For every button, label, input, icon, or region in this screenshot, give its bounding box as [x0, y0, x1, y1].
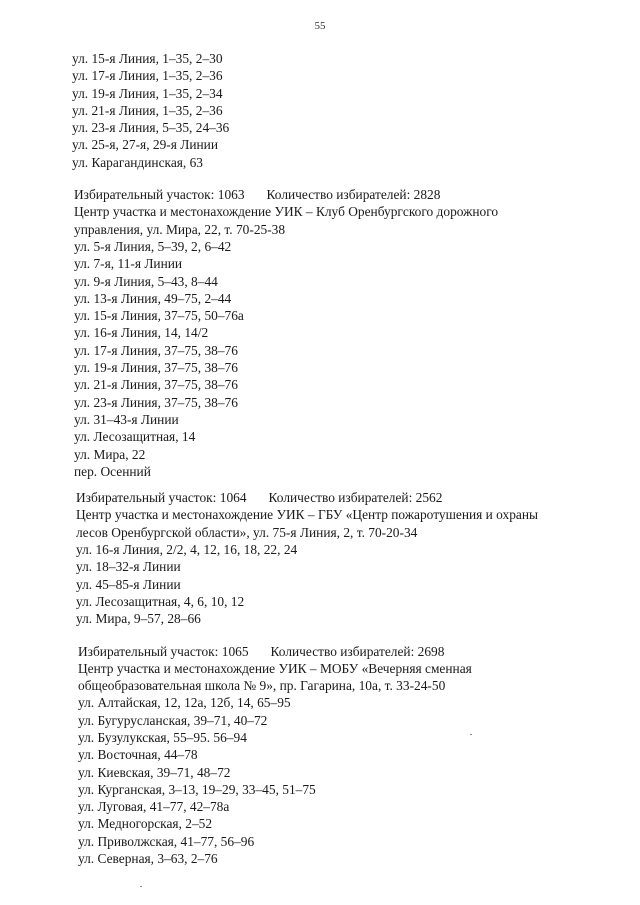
- street-line: ул. Мира, 22: [74, 446, 146, 462]
- street-line: ул. Лесозащитная, 4, 6, 10, 12: [76, 593, 245, 609]
- street-line: ул. 25-я, 27-я, 29-я Линии: [72, 137, 218, 153]
- street-line: ул. Алтайская, 12, 12а, 12б, 14, 65–95: [78, 695, 291, 711]
- district-section-1064: [72, 489, 620, 627]
- street-line: ул. 13-я Линия, 49–75, 2–44: [74, 290, 232, 306]
- street-line: ул. Приволжская, 41–77, 56–96: [78, 833, 255, 849]
- district-header: [74, 186, 620, 203]
- street-line: ул. Северная, 3–63, 2–76: [78, 851, 218, 867]
- district-section-1063: [72, 186, 620, 480]
- street-line: ул. 15-я Линия, 37–75, 50–76а: [74, 308, 244, 324]
- street-line: ул. Восточная, 44–78: [78, 747, 198, 763]
- district-number: Избирательный участок: 1064: [76, 490, 247, 506]
- document-body: [72, 50, 620, 867]
- street-line: ул. 21-я Линия, 1–35, 2–36: [72, 102, 223, 118]
- street-line: ул. 7-я, 11-я Линии: [74, 256, 183, 272]
- scan-speck: [470, 734, 472, 735]
- street-line: ул. 17-я Линия, 1–35, 2–36: [72, 68, 223, 84]
- street-line: ул. Бузулукская, 55–95. 56–94: [78, 729, 247, 745]
- street-line: ул. 16-я Линия, 14, 14/2: [74, 325, 209, 341]
- street-line: ул. Курганская, 3–13, 19–29, 33–45, 51–75: [78, 781, 316, 797]
- street-line: ул. 31–43-я Линии: [74, 411, 179, 427]
- street-line: ул. 23-я Линия, 37–75, 38–76: [74, 394, 238, 410]
- center-location: Центр участка и местонахождение УИК – ГБУ «Центр пожаротушения и охраны: [76, 507, 539, 523]
- continued-street-list: [72, 50, 620, 171]
- street-line: ул. Медногорская, 2–52: [78, 816, 213, 832]
- district-header: [76, 489, 620, 506]
- street-line: ул. 16-я Линия, 2/2, 4, 12, 16, 18, 22, 24: [76, 542, 298, 558]
- voter-count: Количество избирателей: 2562: [268, 490, 443, 506]
- page-number: 55: [314, 20, 326, 32]
- voter-count: Количество избирателей: 2698: [270, 643, 445, 659]
- street-line: ул. Лесозащитная, 14: [74, 429, 196, 445]
- street-line: ул. 5-я Линия, 5–39, 2, 6–42: [74, 238, 232, 254]
- street-line: ул. 17-я Линия, 37–75, 38–76: [74, 342, 238, 358]
- center-location: общеобразовательная школа № 9», пр. Гагарина, 10а, т. 33-24-50: [78, 678, 446, 694]
- scan-speck: [140, 886, 142, 887]
- center-location: Центр участка и местонахождение УИК – МОБУ «Вечерняя сменная: [78, 660, 472, 676]
- street-line: ул. 15-я Линия, 1–35, 2–30: [72, 51, 223, 66]
- district-header: [78, 643, 620, 660]
- district-number: Избирательный участок: 1065: [78, 643, 249, 659]
- street-line: ул. 9-я Линия, 5–43, 8–44: [74, 273, 218, 289]
- voter-count: Количество избирателей: 2828: [266, 187, 441, 203]
- street-line: ул. Карагандинская, 63: [72, 154, 204, 170]
- street-line: ул. 23-я Линия, 5–35, 24–36: [72, 120, 230, 136]
- street-line: ул. Мира, 9–57, 28–66: [76, 611, 201, 627]
- street-line: ул. 19-я Линия, 1–35, 2–34: [72, 85, 223, 101]
- district-number: Избирательный участок: 1063: [74, 187, 245, 203]
- street-line: ул. 21-я Линия, 37–75, 38–76: [74, 377, 238, 393]
- center-location: Центр участка и местонахождение УИК – Клуб Оренбургского дорожного: [74, 204, 499, 220]
- center-location: управления, ул. Мира, 22, т. 70-25-38: [74, 221, 286, 237]
- district-section-1065: [72, 643, 620, 868]
- street-line: ул. 45–85-я Линии: [76, 576, 181, 592]
- street-line: ул. 19-я Линия, 37–75, 38–76: [74, 360, 238, 376]
- street-line: ул. Киевская, 39–71, 48–72: [78, 764, 231, 780]
- street-line: ул. Бугурусланская, 39–71, 40–72: [78, 712, 268, 728]
- street-line: пер. Осенний: [74, 463, 151, 479]
- street-line: ул. 18–32-я Линии: [76, 559, 181, 575]
- street-line: ул. Луговая, 41–77, 42–78а: [78, 799, 230, 815]
- center-location: лесов Оренбургской области», ул. 75-я Линия, 2, т. 70-20-34: [76, 524, 418, 540]
